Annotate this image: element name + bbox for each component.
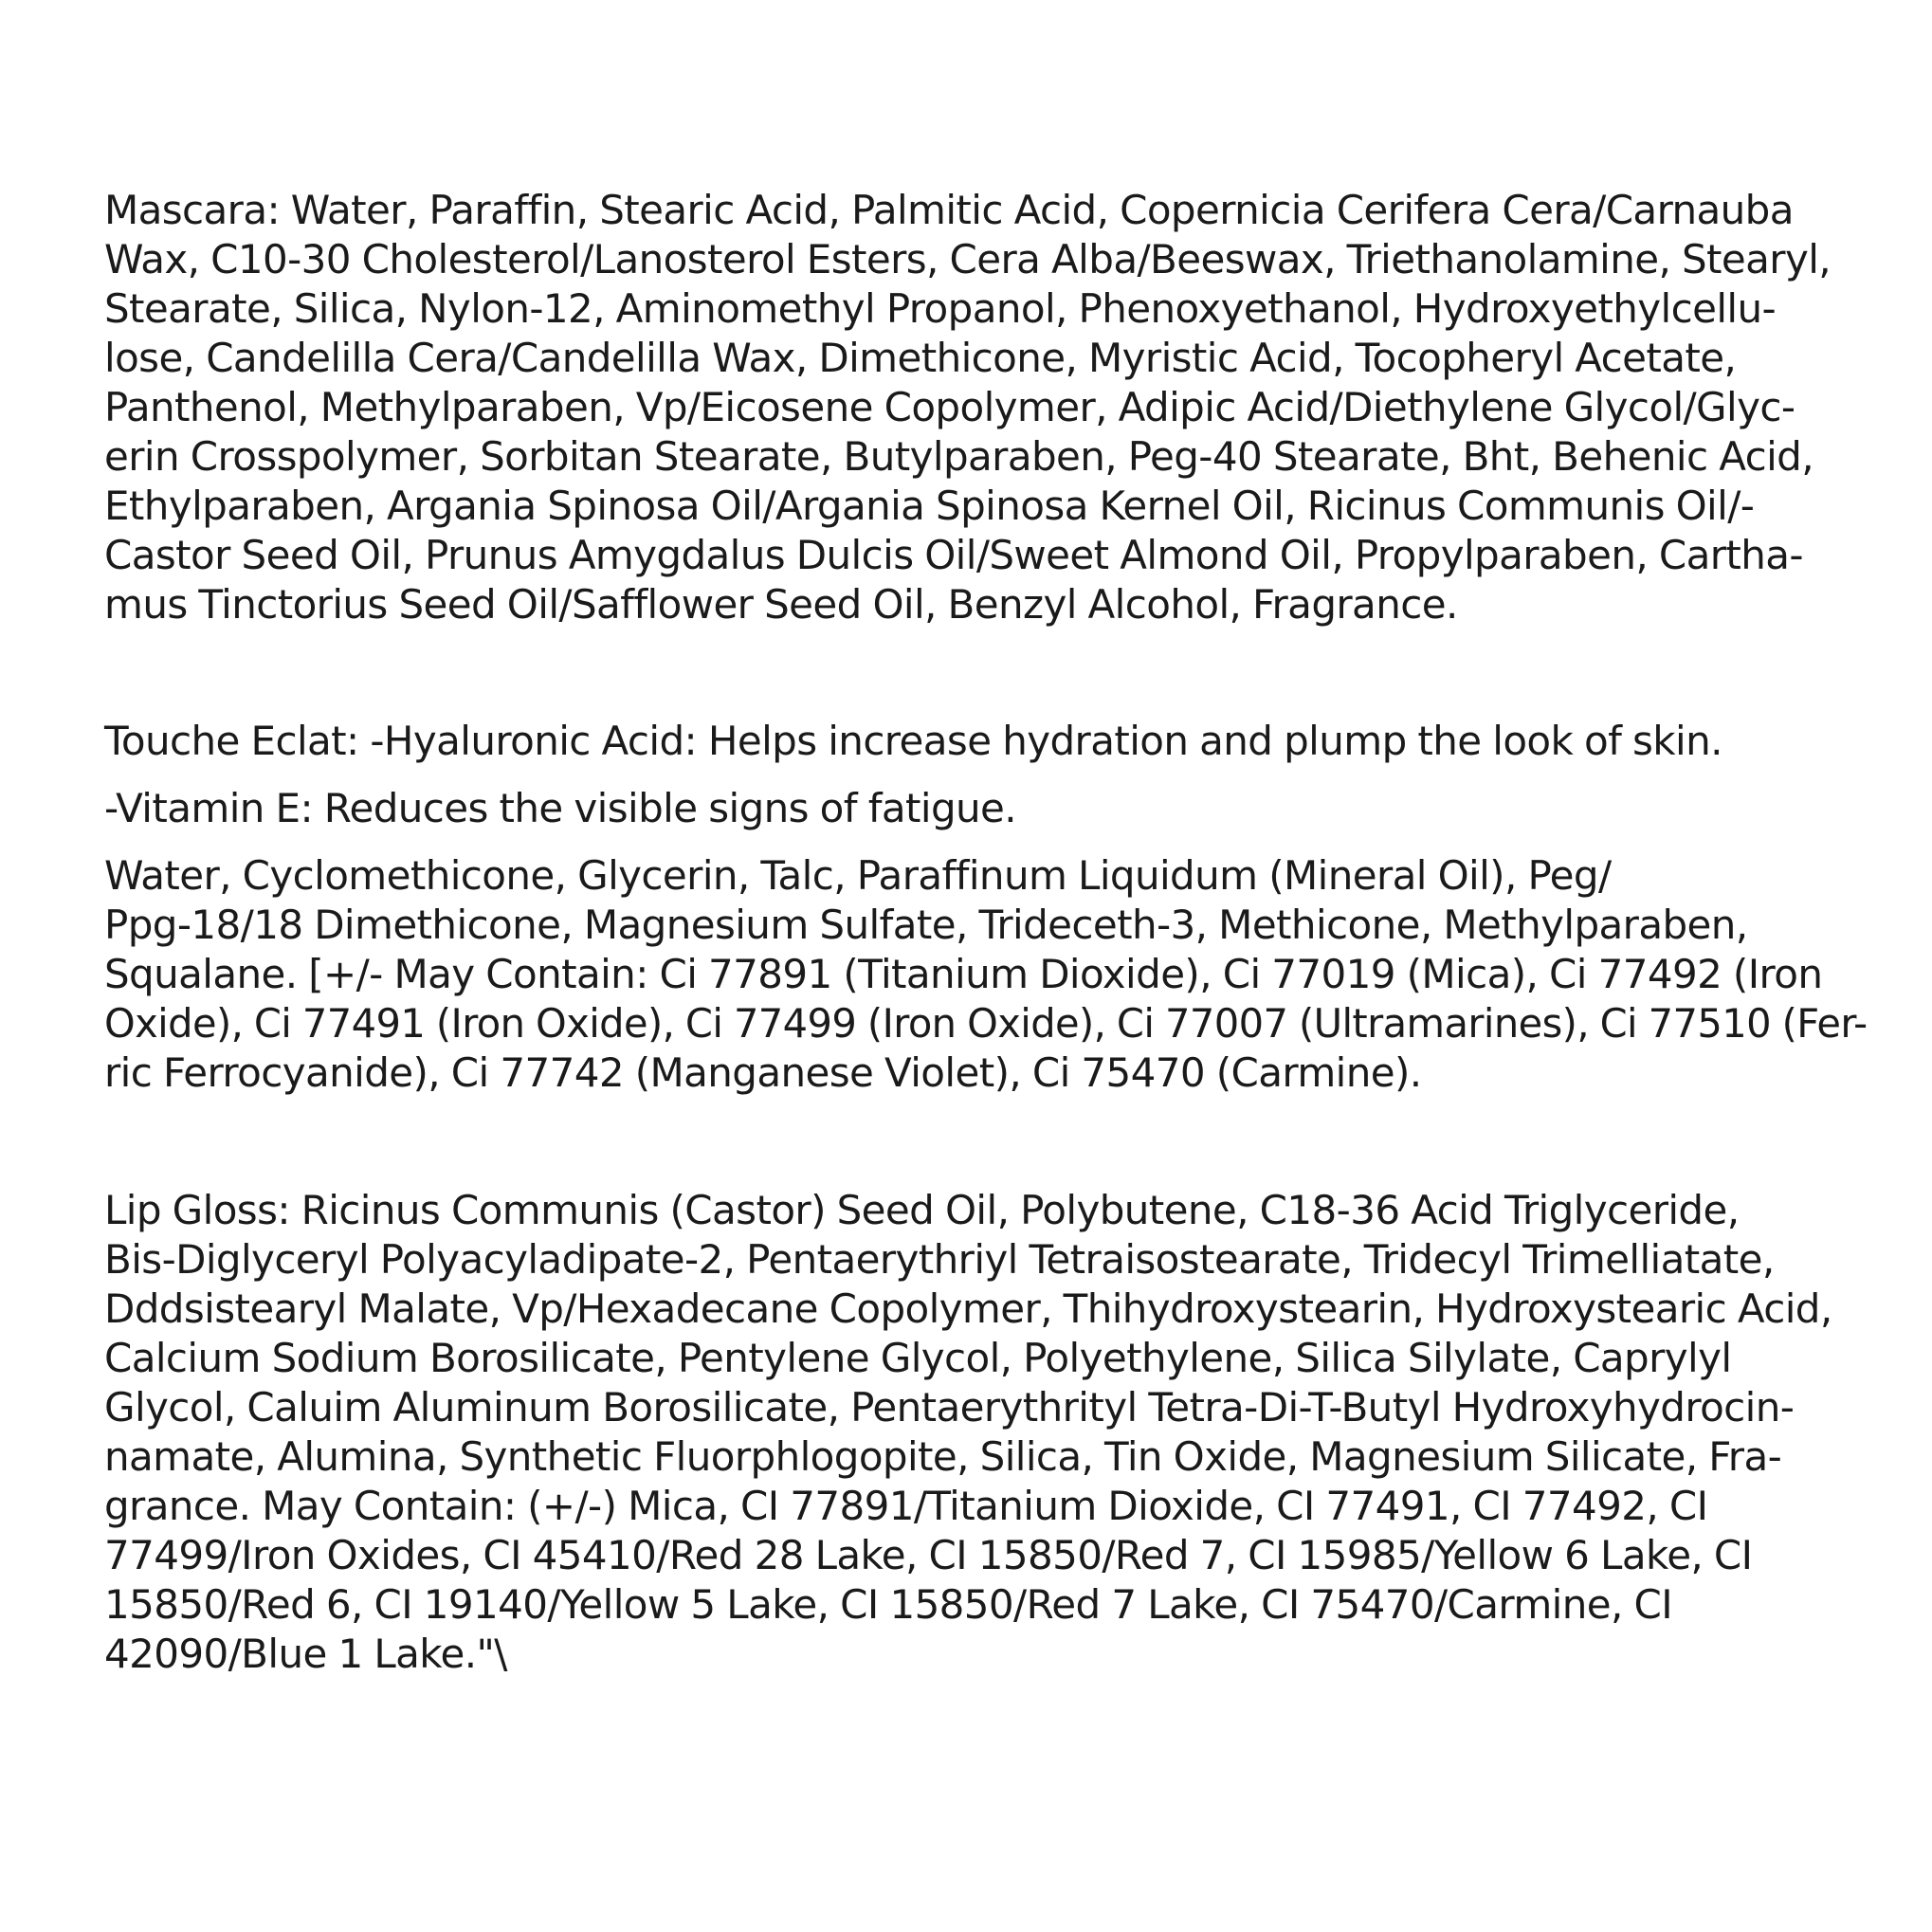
lip-gloss-line: namate, Alumina, Synthetic Fluorphlogopite, Silica, Tin Oxide, Magnesium Silicate, Fra- <box>104 1433 1782 1480</box>
touche-eclat-line: Ppg-18/18 Dimethicone, Magnesium Sulfate, Trideceth-3, Methicone, Methylparaben, <box>104 902 1748 948</box>
mascara-line: Mascara: Water, Paraffin, Stearic Acid, Palmitic Acid, Copernicia Cerifera Cera/Carnauba <box>104 187 1794 233</box>
mascara-line: Panthenol, Methylparaben, Vp/Eicosene Copolymer, Adipic Acid/Diethylene Glycol/Glyc- <box>104 384 1795 430</box>
lip-gloss-line: Lip Gloss: Ricinus Communis (Castor) Seed Oil, Polybutene, C18-36 Acid Triglyceride, <box>104 1187 1740 1233</box>
touche-eclat-line: Squalane. [+/- May Contain: Ci 77891 (Titanium Dioxide), Ci 77019 (Mica), Ci 77492 (Iron <box>104 951 1823 997</box>
lip-gloss-line: grance. May Contain: (+/-) Mica, CI 77891/Titanium Dioxide, CI 77491, CI 77492, CI <box>104 1483 1708 1529</box>
touche-eclat-benefit-hyaluronic: Touche Eclat: -Hyaluronic Acid: Helps increase hydration and plump the look of skin. <box>104 718 1722 764</box>
lip-gloss-line: Glycol, Caluim Aluminum Borosilicate, Pentaerythrityl Tetra-Di-T-Butyl Hydroxyhydrocin- <box>104 1384 1795 1431</box>
mascara-line: Wax, C10-30 Cholesterol/Lanosterol Esters, Cera Alba/Beeswax, Triethanolamine, Stearyl, <box>104 236 1832 283</box>
lip-gloss-line: Calcium Sodium Borosilicate, Pentylene Glycol, Polyethylene, Silica Silylate, Caprylyl <box>104 1335 1732 1381</box>
lip-gloss-line: Dddsistearyl Malate, Vp/Hexadecane Copolymer, Thihydroxystearin, Hydroxystearic Acid, <box>104 1285 1832 1332</box>
touche-eclat-line: Water, Cyclomethicone, Glycerin, Talc, Paraffinum Liquidum (Mineral Oil), Peg/ <box>104 852 1612 899</box>
mascara-line: mus Tinctorius Seed Oil/Safflower Seed Oil, Benzyl Alcohol, Fragrance. <box>104 581 1458 628</box>
mascara-line: erin Crosspolymer, Sorbitan Stearate, Butylparaben, Peg-40 Stearate, Bht, Behenic Acid, <box>104 433 1814 480</box>
lip-gloss-line: 42090/Blue 1 Lake."\ <box>104 1631 507 1677</box>
lip-gloss-line: Bis-Diglyceryl Polyacyladipate-2, Pentaerythriyl Tetraisostearate, Tridecyl Trimelliatate, <box>104 1236 1775 1283</box>
mascara-line: lose, Candelilla Cera/Candelilla Wax, Dimethicone, Myristic Acid, Tocopheryl Acetate, <box>104 335 1737 381</box>
lip-gloss-line: 15850/Red 6, CI 19140/Yellow 5 Lake, CI 15850/Red 7 Lake, CI 75470/Carmine, CI <box>104 1581 1672 1628</box>
mascara-line: Ethylparaben, Argania Spinosa Oil/Argania Spinosa Kernel Oil, Ricinus Communis Oil/- <box>104 483 1755 529</box>
touche-eclat-benefit-vitamin-e: -Vitamin E: Reduces the visible signs of fatigue. <box>104 785 1017 831</box>
mascara-line: Castor Seed Oil, Prunus Amygdalus Dulcis Oil/Sweet Almond Oil, Propylparaben, Cartha- <box>104 532 1803 578</box>
touche-eclat-line: Oxide), Ci 77491 (Iron Oxide), Ci 77499 (Iron Oxide), Ci 77007 (Ultramarines), Ci 77510 (Fer- <box>104 1000 1868 1047</box>
touche-eclat-line: ric Ferrocyanide), Ci 77742 (Manganese Violet), Ci 75470 (Carmine). <box>104 1049 1422 1096</box>
mascara-line: Stearate, Silica, Nylon-12, Aminomethyl Propanol, Phenoxyethanol, Hydroxyethylcellu- <box>104 285 1777 332</box>
lip-gloss-line: 77499/Iron Oxides, CI 45410/Red 28 Lake, CI 15850/Red 7, CI 15985/Yellow 6 Lake, CI <box>104 1532 1753 1578</box>
